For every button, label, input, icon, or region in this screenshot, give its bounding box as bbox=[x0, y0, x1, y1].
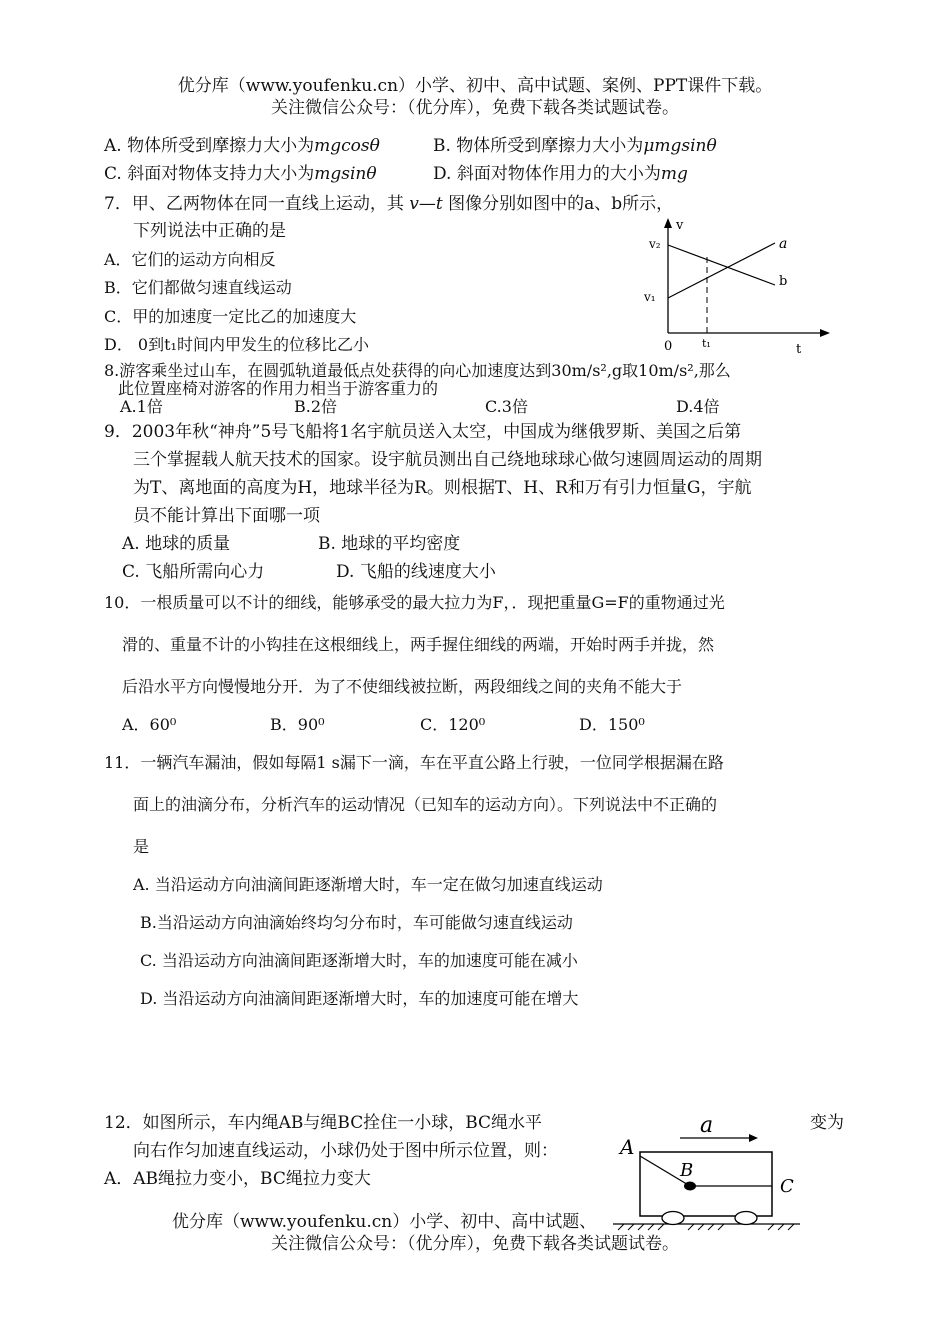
q11-option-c: C. 当沿运动方向油滴间距逐渐增大时，车的加速度可能在减小 bbox=[140, 951, 578, 970]
q12-stem-1: 12．如图所示，车内绳AB与绳BC拴住一小球，BC绳水平 bbox=[104, 1113, 543, 1133]
line-b-label: b bbox=[779, 274, 788, 289]
q8-option-d: D.4倍 bbox=[676, 397, 720, 416]
q9-stem-1: 9．2003年秋“神舟”5号飞船将1名宇航员送入太空，中国成为继俄罗斯、美国之后第 bbox=[104, 422, 742, 442]
q6-option-c: C. 斜面对物体支持力大小为mgsinθ bbox=[104, 164, 377, 184]
q6-option-a: A. 物体所受到摩擦力大小为mgcosθ bbox=[104, 136, 380, 156]
q10-option-b: B．90⁰ bbox=[270, 715, 325, 734]
q9-option-b: B. 地球的平均密度 bbox=[318, 534, 461, 554]
q9-stem-4: 员不能计算出下面哪一项 bbox=[133, 506, 320, 526]
accel-arrow-head bbox=[749, 1134, 758, 1142]
wheel-right bbox=[735, 1212, 757, 1225]
y-axis-label: v bbox=[676, 218, 684, 233]
q9-option-c: C. 飞船所需向心力 bbox=[122, 562, 265, 582]
q10-option-c: C．120⁰ bbox=[420, 715, 486, 734]
label-b: B bbox=[680, 1160, 694, 1181]
v1-label: v₁ bbox=[644, 290, 656, 304]
x-axis-arrow bbox=[820, 329, 830, 337]
label-c: C bbox=[780, 1176, 794, 1197]
q9-stem-3: 为T、离地面的高度为H，地球半径为R。则根据T、H、R和万有引力恒量G，宇航 bbox=[133, 478, 752, 498]
origin-label: 0 bbox=[664, 339, 673, 354]
q10-option-d: D．150⁰ bbox=[579, 715, 645, 734]
car-body bbox=[640, 1152, 772, 1216]
ball bbox=[684, 1182, 696, 1191]
line-a-label: a bbox=[779, 236, 788, 252]
y-axis-arrow bbox=[664, 218, 672, 228]
q11-stem-1: 11．一辆汽车漏油，假如每隔1 s漏下一滴，车在平直公路上行驶，一位同学根据漏在路 bbox=[104, 753, 724, 772]
q12-option-a: A．AB绳拉力变小，BC绳拉力变大 bbox=[104, 1169, 371, 1189]
ground-hatching bbox=[618, 1224, 794, 1230]
q11-option-b: B.当沿运动方向油滴始终均匀分布时，车可能做匀速直线运动 bbox=[140, 913, 573, 932]
q11-option-a: A. 当沿运动方向油滴间距逐渐增大时，车一定在做匀加速直线运动 bbox=[133, 875, 603, 894]
q8-option-b: B.2倍 bbox=[294, 397, 338, 416]
accel-label: a bbox=[700, 1113, 714, 1138]
q10-stem-3: 后沿水平方向慢慢地分开．为了不使细线被拉断，两段细线之间的夹角不能大于 bbox=[122, 677, 683, 696]
v2-label: v₂ bbox=[649, 237, 661, 251]
q7-vt-graph bbox=[640, 215, 840, 360]
q9-option-a: A. 地球的质量 bbox=[122, 534, 231, 554]
q11-stem-3: 是 bbox=[133, 837, 150, 856]
footer-line-2: 关注微信公众号：（优分库），免费下载各类试题试卷。 bbox=[271, 1234, 679, 1254]
t1-label: t₁ bbox=[702, 337, 711, 350]
q10-stem-1: 10．一根质量可以不计的细线，能够承受的最大拉力为F，．现把重量G=F的重物通过光 bbox=[104, 593, 725, 612]
wheel-left bbox=[662, 1212, 684, 1225]
x-axis-label: t bbox=[796, 342, 802, 357]
q7-option-c: C．甲的加速度一定比乙的加速度大 bbox=[104, 307, 357, 326]
q7-stem: 7．甲、乙两物体在同一直线上运动，其 v—t 图像分别如图中的a、b所示， bbox=[104, 194, 674, 214]
footer-line-1: 优分库（www.youfenku.cn）小学、初中、高中试题、 bbox=[172, 1212, 597, 1232]
q11-stem-2: 面上的油滴分布，分析汽车的运动情况（已知车的运动方向）。下列说法中不正确的 bbox=[133, 795, 718, 814]
q12-stem-1-end: 变为 bbox=[810, 1113, 844, 1133]
q9-option-d: D. 飞船的线速度大小 bbox=[336, 562, 496, 582]
q9-stem-2: 三个掌握载人航天技术的国家。设宇航员测出自己绕地球球心做匀速圆周运动的周期 bbox=[133, 450, 762, 470]
header-line-1: 优分库（www.youfenku.cn）小学、初中、高中试题、案例、PPT课件下载。 bbox=[177, 76, 773, 96]
q12-car-figure bbox=[608, 1110, 803, 1232]
q8-stem-2: 此位置座椅对游客的作用力相当于游客重力的 bbox=[118, 379, 439, 398]
q6-option-d: D. 斜面对物体作用力的大小为mg bbox=[433, 164, 688, 184]
q11-option-d: D. 当沿运动方向油滴间距逐渐增大时，车的加速度可能在增大 bbox=[140, 989, 579, 1008]
q10-option-a: A．60⁰ bbox=[122, 715, 177, 734]
q7-stem-2: 下列说法中正确的是 bbox=[133, 221, 286, 241]
q7-option-d: D． 0到t₁时间内甲发生的位移比乙小 bbox=[104, 335, 369, 354]
q12-stem-2: 向右作匀加速直线运动，小球仍处于图中所示位置，则： bbox=[133, 1141, 558, 1161]
q8-stem-1: 8.游客乘坐过山车，在圆弧轨道最低点处获得的向心加速度达到30m/s²,g取10m/s²,那么 bbox=[104, 361, 731, 380]
label-a: A bbox=[620, 1135, 635, 1159]
q6-option-b: B. 物体所受到摩擦力大小为μmgsinθ bbox=[433, 136, 717, 156]
q7-option-a: A．它们的运动方向相反 bbox=[104, 250, 276, 269]
q8-option-c: C.3倍 bbox=[485, 397, 528, 416]
q8-option-a: A.1倍 bbox=[120, 397, 163, 416]
header-line-2: 关注微信公众号：（优分库），免费下载各类试题试卷。 bbox=[271, 98, 679, 118]
q10-stem-2: 滑的、重量不计的小钩挂在这根细线上，两手握住细线的两端，开始时两手并拢，然 bbox=[122, 635, 715, 654]
q7-option-b: B．它们都做匀速直线运动 bbox=[104, 278, 292, 297]
